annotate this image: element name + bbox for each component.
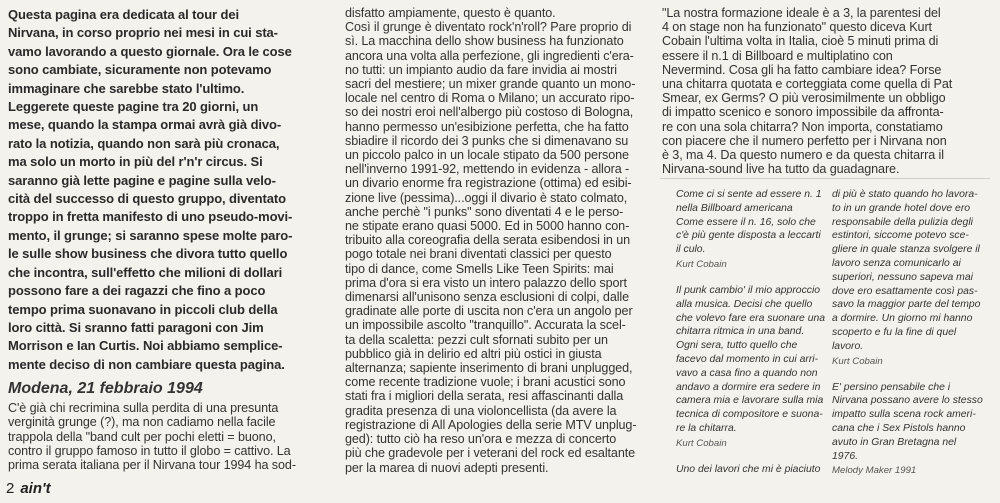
pull-quote	[832, 381, 992, 477]
quote-line: andavo a dormire era sedere in	[676, 381, 821, 393]
intro-line: Morrison e Ian Curtis. Noi abbiamo semplice-	[8, 338, 283, 354]
quote-line: di più è stato quando ho lavora-	[832, 189, 978, 200]
body-line: hanno permesso un'esibizione perfetta, che ha fatto	[345, 119, 629, 134]
quote-line: superiori, nessuno sapeva mai	[832, 271, 973, 283]
quote-line: Nirvana possano avere lo stesso	[832, 395, 983, 407]
body-line: una chitarra quotata e corteggiata come quella di Pat	[662, 77, 953, 92]
body-line: 4 on stage non ha funzionato" questo diceva Kurt	[662, 20, 932, 35]
body-line: ne stipate erano quasi 5000. Ed in 5000 hanno con-	[345, 219, 630, 234]
quote-line: c'è più gente disposta a leccarti	[676, 230, 821, 242]
body-line: nell'inverno 1991-92, mettendo in evidenza - allora -	[345, 162, 630, 177]
body-line: no tutti: un impianto audio da fare invidia ai mostri	[345, 62, 617, 77]
intro-line: le sulle show business che divora tutto quello	[8, 246, 288, 262]
body-line: un impossibile ascolto "tranquillo". Accurata la scel-	[345, 318, 626, 333]
quote-line: estintori, siccome potevo sce-	[832, 230, 969, 242]
intro-line: rato la notizia, quando non sarà più cronaca,	[8, 135, 280, 151]
quote-line: tecnica di compositore e suona-	[676, 409, 823, 421]
intro-line: Leggerete queste pagine tra 20 giorni, un	[8, 99, 259, 115]
body-line: stati fra i migliori della serata, resi affascinanti dalla	[345, 389, 624, 404]
quote-line: Il punk cambio' il mio approccio	[676, 284, 821, 296]
body-line: contro il gruppo famoso in tutto il globo = cattivo. La	[8, 443, 291, 458]
body-line: so dei nostri eroi nell'albergo più costoso di Bologna,	[345, 105, 634, 120]
intro-line: mente deciso di non cambiare questa pagina.	[8, 356, 285, 372]
quote-line: avuto in Gran Bretagna nel	[832, 436, 957, 448]
body-line: tipo di dance, come Smells Like Teen Spirits: mai	[345, 261, 614, 276]
intro-line: loro città. Si sranno fatti paragoni con Jim	[8, 319, 264, 335]
body-line: Nevermind. Cosa gli ha fatto cambiare idea? Forse	[662, 62, 942, 77]
body-line: per la marea di nuovi adepti presenti.	[345, 460, 549, 475]
body-line: come recente tradizione vuole; i brani acustici sono	[345, 375, 626, 390]
intro-line: saranno già lette pagine e pagine sulla velo-	[8, 172, 276, 188]
body-line: più che gradevole per i veterani del rock ed esaltante	[345, 446, 636, 461]
body-line: tribuito alla coreografia della serata esibendosi in un	[345, 233, 631, 248]
body-line: Nirvana-sound live ha tutto da guadagnare.	[662, 162, 900, 177]
sidebar-quotes-right	[832, 188, 992, 490]
body-line: ta della scaletta: pezzi cult sfornati subito per un	[345, 332, 608, 347]
quote-line: facevo dal momento in cui arri-	[676, 353, 819, 365]
quote-line: gliere in quale stanza svolgere il	[832, 244, 980, 256]
body-line: Cobain l'ultima volta in Italia, cioè 5 minuti prima di	[662, 34, 939, 49]
body-line: gradinate alle porte di uscita non c'era un angolo per	[345, 304, 633, 319]
body-line: prima serata italiana per il Nirvana tour 1994 ha sod-	[8, 457, 296, 472]
body-line: dimenarsi all'unisono senza esclusioni di colpi, dalle	[345, 290, 630, 305]
body-line: pogo totale nei brani diventati classici per questo	[345, 247, 612, 262]
column-3	[662, 6, 992, 176]
intro-line: mese, quando la stampa ormai avrà già divo-	[8, 117, 282, 133]
body-line: locale nel centro di Roma o Milano; un accurato ripo-	[345, 91, 635, 106]
quote-line: vavo a casa fino a quando non	[676, 367, 818, 379]
quote-line: chitarra ritmica in una band.	[676, 326, 805, 338]
intro-paragraph	[8, 6, 330, 374]
column-1	[8, 6, 330, 472]
body-line: alternanza; sapiente inserimento di brani unplugged,	[345, 361, 633, 376]
quote-line: che volevo fare era suonare una	[676, 312, 826, 324]
quote-attribution: Melody Maker 1991	[832, 465, 917, 477]
quote-line: il culo.	[676, 244, 706, 256]
quote-line: E' persino pensabile che i	[832, 381, 951, 393]
quote-line: re la chitarra.	[676, 422, 737, 434]
quote-line: Come ci si sente ad essere n. 1	[676, 189, 822, 200]
page-number: 2	[6, 480, 15, 497]
body-line: gradita presenza di una violoncellista (da avere la	[345, 403, 617, 418]
divider	[660, 178, 990, 179]
body-line: prima d'ora si era visto un intero palazzo dello sport	[345, 275, 627, 290]
body-line: sacri del mestiere; un mixer grande quanto un mono-	[345, 77, 636, 92]
intro-line: tempo prima suonavano in piccoli club della	[8, 301, 278, 317]
body-line: disfatto ampiamente, questo è quanto.	[345, 6, 556, 20]
intro-line: vamo lavorando a questo giornale. Ora le cose	[8, 43, 292, 59]
pull-quote	[832, 188, 992, 367]
column-2	[345, 6, 655, 475]
quote-line: Uno dei lavori che mi è piaciuto	[676, 463, 821, 475]
intro-line: mento, il grunge; si saranno spese molte paro-	[8, 227, 293, 243]
body-line: registrazione di All Apologies della serie MTV unplug-	[345, 417, 637, 432]
quote-line: cana che i Sex Pistols hanno	[832, 422, 966, 434]
body-line: con piacere che il numero perfetto per i Nirvana non	[662, 133, 947, 148]
body-line: un divario enorme fra registrazione (ottima) ed esibi-	[345, 176, 632, 191]
quote-line: lavoro.	[832, 340, 864, 352]
quote-line: Come essere il n. 16, solo che	[676, 216, 816, 228]
intro-line: che incontra, sull'effetto che milioni di dollari	[8, 264, 283, 280]
body-line: di impatto scenico e sonoro impossibile da affronta-	[662, 105, 944, 120]
sidebar-quotes-left	[676, 188, 828, 477]
intro-line: ma solo un morto in più del r'n'r circus. Si	[8, 154, 263, 170]
intro-line: immaginare che sarebbe stato l'ultimo.	[8, 80, 245, 96]
body-line: un piccolo palco in un locale stipato da 500 persone	[345, 148, 629, 163]
body-line: sì. La macchina dello show business ha funzionato	[345, 34, 624, 49]
quote-line: 1976.	[832, 450, 859, 462]
quote-line: savo la maggior parte del tempo	[832, 299, 981, 311]
quote-line: responsabile della pulizia degli	[832, 216, 973, 228]
body-line: re con una sola chitarra? Non importa, constatiamo	[662, 119, 943, 134]
column-1-body	[8, 401, 330, 472]
body-line: è 3, ma 4. Da questo numero e da questa chitarra il	[662, 148, 944, 163]
quote-attribution: Kurt Cobain	[676, 437, 727, 449]
intro-line: troppo in fretta manifesto di uno pseudo-movi-	[8, 209, 293, 225]
intro-line: sono cambiate, sicuramente non potevamo	[8, 62, 272, 78]
body-line: pubblico già in delirio ed altri più ostici in giusta	[345, 346, 602, 361]
pull-quote	[676, 188, 828, 270]
pull-quote	[676, 284, 828, 449]
body-line: trappola della "band cult per pochi eletti = buono,	[8, 429, 276, 444]
body-line: verginità grunge (?), ma non cadiamo nella facile	[8, 415, 276, 430]
magazine-logo: ain't	[20, 480, 51, 497]
quote-line: camera mia e lavorare sulla mia	[676, 395, 824, 407]
body-line: "La nostra formazione ideale è a 3, la parentesi del	[662, 6, 941, 20]
quote-line: nella Billboard americana	[676, 202, 793, 214]
quote-line: scoperto e fu la fine di quel	[832, 326, 957, 338]
body-line: anche perchè "i punks" sono diventati 4 e le perso-	[345, 204, 624, 219]
quote-line: dove ero esattamente così pas-	[832, 285, 978, 297]
quote-attribution: Kurt Cobain	[676, 258, 727, 270]
body-line: sbiadire il ricordo dei 3 punks che si dimenavano su	[345, 133, 629, 148]
section-heading: Modena, 21 febbraio 1994	[8, 380, 203, 398]
intro-line: Questa pagina era dedicata al tour dei	[8, 7, 239, 22]
intro-line: Nirvana, in corso proprio nei mesi in cui sta-	[8, 25, 278, 41]
quote-line: alla musica. Decisi che quello	[676, 298, 813, 310]
pull-quote	[676, 463, 828, 477]
quote-line: Ogni sera, tutto quello che	[676, 340, 798, 352]
quote-attribution: Kurt Cobain	[832, 355, 883, 367]
body-line: ancora una volta alla perfezione, gli ingredienti c'era-	[345, 48, 634, 63]
page-footer	[6, 480, 51, 497]
body-line: Smear, ex Germs? O più verosimilmente un obbligo	[662, 91, 946, 106]
body-line: essere il n.1 di Billboard e multiplatino con	[662, 48, 893, 63]
intro-line: possono fare a dei ragazzi che fino a poco	[8, 283, 266, 299]
quote-line: a dormire. Un giorno mi hanno	[832, 313, 973, 325]
body-line: C'è già chi recrimina sulla perdita di una presunta	[8, 401, 279, 416]
body-line: ged): tutto ciò ha reso un'ora e mezza di concerto	[345, 432, 617, 447]
column-3-body	[662, 6, 992, 176]
intro-line: cità del successo di questo gruppo, diventato	[8, 191, 286, 207]
quote-line: lavoro senza comunicarlo ai	[832, 257, 961, 269]
body-line: Così il grunge è diventato rock'n'roll? Pare proprio di	[345, 20, 632, 35]
column-2-body	[345, 6, 655, 475]
body-line: zione live (pessima)...oggi il divario è stato colmato,	[345, 190, 628, 205]
quote-line: impatto sulla scena rock ameri-	[832, 409, 976, 421]
quote-line: to in un grande hotel dove ero	[832, 202, 971, 214]
